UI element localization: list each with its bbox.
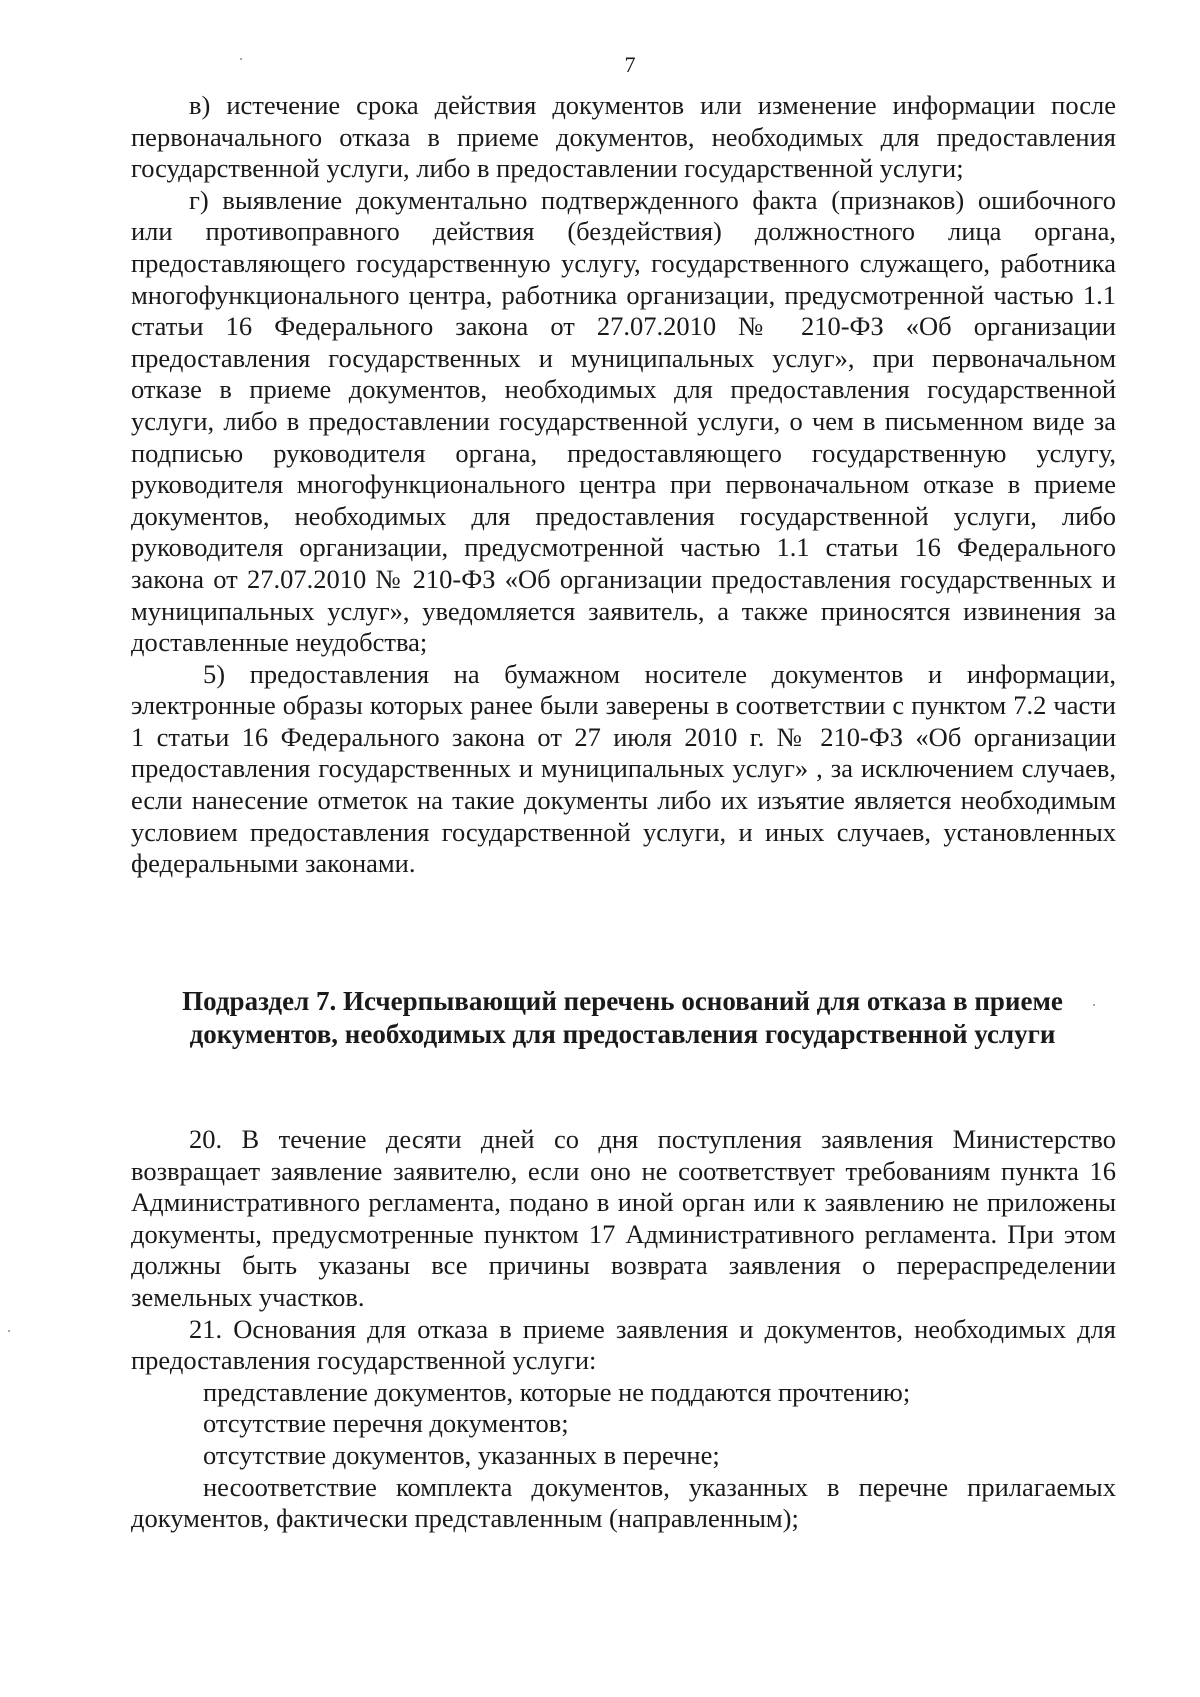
section-heading: Подраздел 7. Исчерпывающий перечень оснований для отказа в приеме документов, необходимых для предоставления государственной услуги (182, 986, 1063, 1049)
list-item: отсутствие перечня документов; (203, 1408, 569, 1439)
body-text-top (131, 90, 1116, 880)
scan-speck (1093, 1004, 1095, 1006)
paragraph-5: 5) предоставления на бумажном носителе документов и информации, электронные образы которых ранее были заверены в соответствии с пунктом 7.2 части 1 статьи 16 Федерального закона от 27 июля 2010 г. № 210-ФЗ «Об организации предоставления государственных и муниципальных услуг» , за исключением случаев, если нанесение отметок на такие документы либо их изъятие является необходимым условием предоставления государственной услуги, и иных случаев, установленных федеральными законами. (131, 658, 1116, 879)
paragraph-21: 21. Основания для отказа в приеме заявления и документов, необходимых для предоставления государственной услуги: (131, 1313, 1116, 1376)
page-number: 7 (624, 52, 636, 77)
body-text-bottom (131, 1124, 1116, 1535)
paragraph-20: 20. В течение десяти дней со дня поступления заявления Министерство возвращает заявление заявителю, если оно не соответствует требованиям пункта 16 Административного регламента, подано в иной орган или к заявлению не приложены документы, предусмотренные пунктом 17 Административного регламента. При этом должны быть указаны все причины возврата заявления о перераспределении земельных участков. (131, 1124, 1116, 1312)
scan-speck (8, 1330, 10, 1332)
scan-speck (240, 58, 242, 60)
list-item: несоответствие комплекта документов, указанных в перечне прилагаемых документов, фактически представленным (направленным); (131, 1471, 1116, 1534)
paragraph-g: г) выявление документально подтвержденного факта (признаков) ошибочного или противоправного действия (бездействия) должностного лица органа, предоставляющего государственную услугу, государственного служащего, работника многофункционального центра, работника организации, предусмотренной частью 1.1 статьи 16 Федерального закона от 27.07.2010 № 210-ФЗ «Об организации предоставления государственных и муниципальных услуг», при первоначальном отказе в приеме документов, необходимых для предоставления государственной услуги, либо в предоставлении государственной услуги, о чем в письменном виде за подписью руководителя органа, предоставляющего государственную услугу, руководителя многофункционального центра при первоначальном отказе в приеме документов, необходимых для предоставления государственной услуги, либо руководителя организации, предусмотренной частью 1.1 статьи 16 Федерального закона от 27.07.2010 № 210-ФЗ «Об организации предоставления государственных и муниципальных услуг», уведомляется заявитель, а также приносятся извинения за доставленные неудобства; (131, 184, 1116, 658)
paragraph-v: в) истечение срока действия документов или изменение информации после первоначального отказа в приеме документов, необходимых для предоставления государственной услуги, либо в предоставлении государственной услуги; (131, 90, 1116, 184)
list-item: отсутствие документов, указанных в перечне; (203, 1439, 720, 1470)
list-item: представление документов, которые не поддаются прочтению; (203, 1376, 911, 1407)
